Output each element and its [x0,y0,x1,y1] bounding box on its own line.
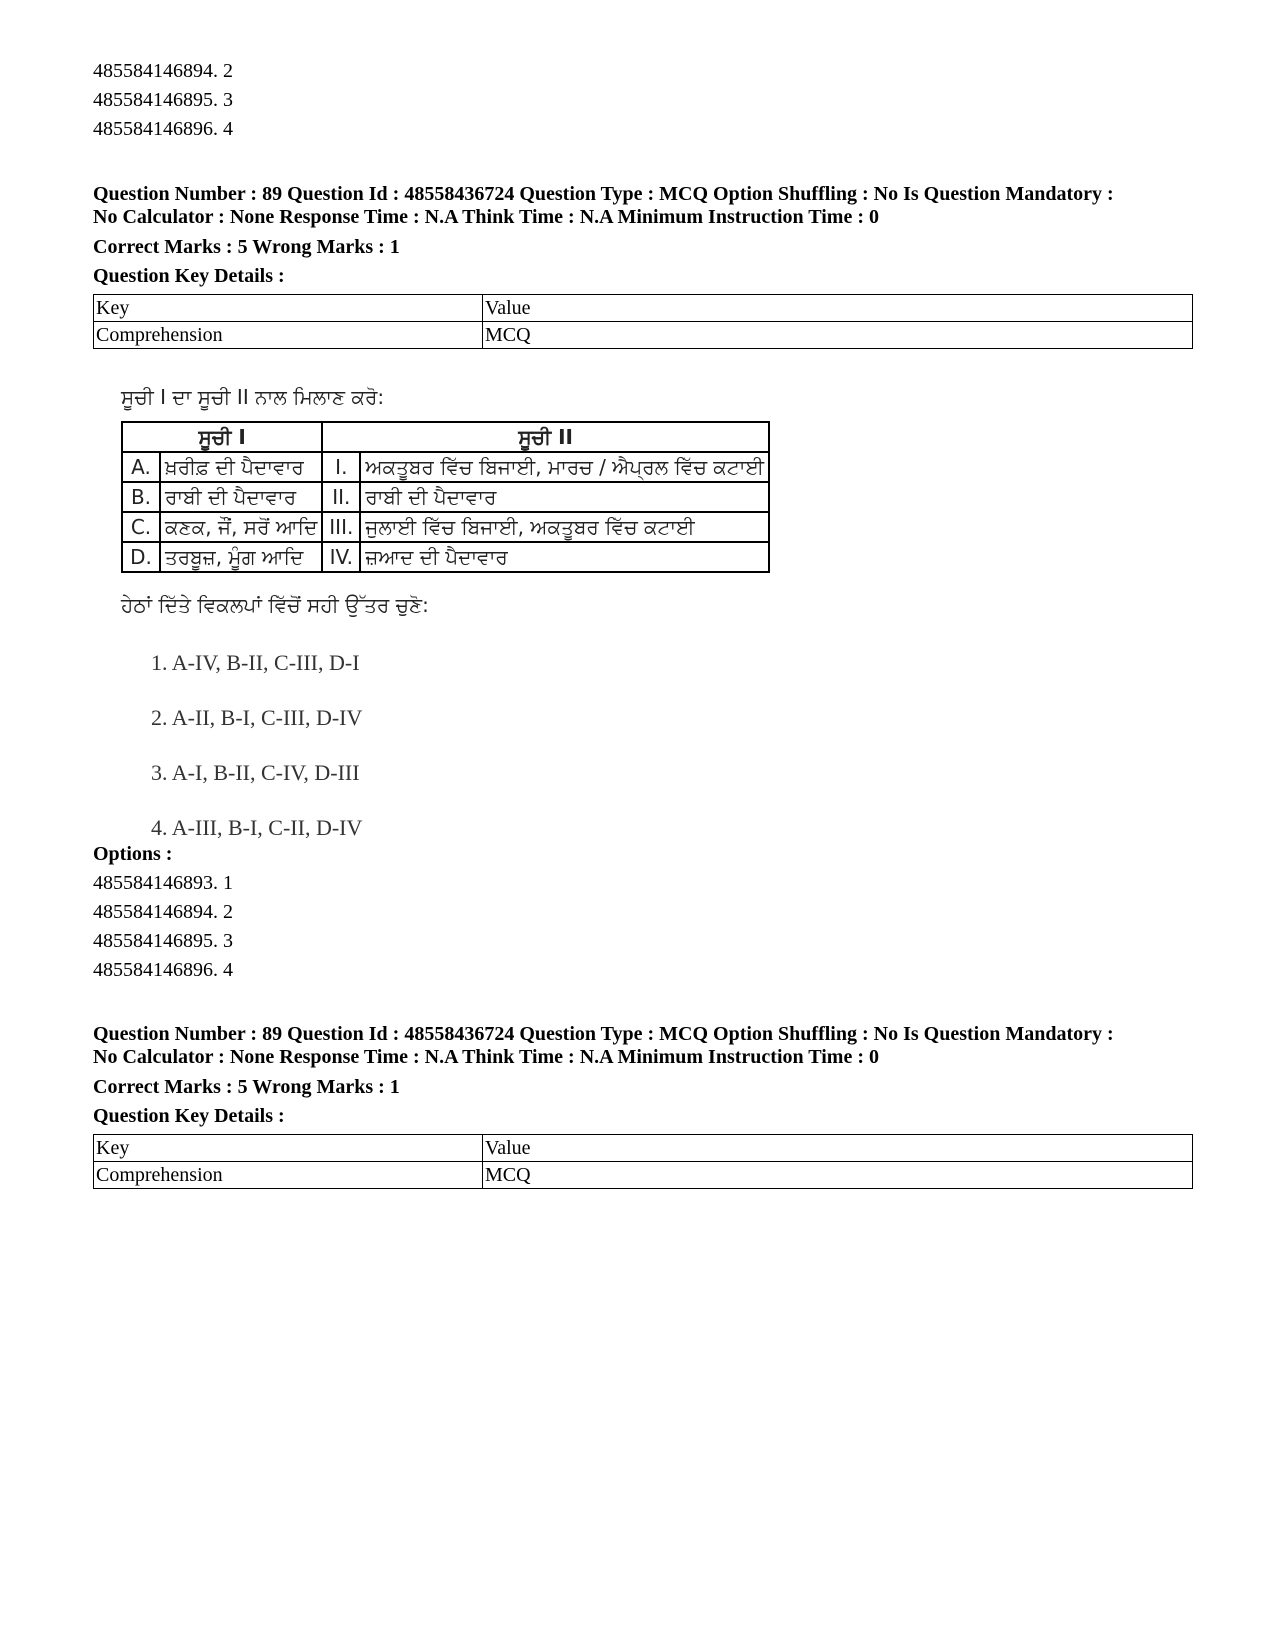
question-header-line2: No Calculator : None Response Time : N.A Think Time : N.A Minimum Instruction Time : 0 [93,206,879,228]
question-prompt: ਸੂਚੀ I ਦਾ ਸੂਚੀ II ਨਾਲ ਮਿਲਾਣ ਕਰੋ: [121,385,385,409]
column-header-list2: ਸੂਚੀ II [322,422,769,452]
option-line: 485584146893. 1 [93,872,233,894]
list1-item: ਤਰਬੂਜ਼, ਮੂੰਗ ਆਦਿ [160,542,322,572]
table-row [94,295,1193,322]
list2-item: ਅਕਤੂਬਰ ਵਿੱਚ ਬਿਜਾਈ, ਮਾਰਚ / ਐਪ੍ਰਲ ਵਿੱਚ ਕਟਾਈ [360,452,769,482]
table-row [122,422,769,452]
list2-item: ਰਾਬੀ ਦੀ ਪੈਦਾਵਾਰ [360,482,769,512]
list1-item: ਖ਼ਰੀਫ਼ ਦੀ ਪੈਦਾਵਾਰ [160,452,322,482]
marks-line: Correct Marks : 5 Wrong Marks : 1 [93,236,400,258]
row-label: I. [322,452,360,482]
row-label: III. [322,512,360,542]
options-block [93,840,233,985]
row-label: A. [122,452,160,482]
table-header-key: Key [94,1135,483,1162]
table-row [122,512,769,542]
option-line: 485584146894. 2 [93,60,233,82]
option-line: 485584146894. 2 [93,901,233,923]
list1-item: ਰਾਬੀ ਦੀ ਪੈਦਾਵਾਰ [160,482,322,512]
option-line: 485584146895. 3 [93,89,233,111]
answer-choice: 1. A-IV, B-II, C-III, D-I [151,650,360,675]
table-row [94,1162,1193,1189]
option-line: 485584146895. 3 [93,930,233,952]
answer-choices [121,635,821,855]
table-cell-key: Comprehension [94,322,483,349]
table-row [94,1135,1193,1162]
question-block [93,1023,1193,1189]
key-details-table [93,294,1193,349]
table-cell-value: MCQ [483,322,1193,349]
column-header-list1: ਸੂਚੀ I [122,422,322,452]
key-details-table [93,1134,1193,1189]
answer-choice: 4. A-III, B-I, C-II, D-IV [151,815,363,840]
option-line: 485584146896. 4 [93,959,233,981]
question-block [93,183,1193,349]
key-details-label: Question Key Details : [93,1105,285,1127]
question-header-line1: Question Number : 89 Question Id : 48558436724 Question Type : MCQ Option Shuffling : No Is Question Mandatory : [93,183,1114,205]
match-table [121,421,770,573]
option-line: 485584146896. 4 [93,118,233,140]
answer-choice: 2. A-II, B-I, C-III, D-IV [151,705,363,730]
question-instruction: ਹੇਠਾਂ ਦਿੱਤੇ ਵਿਕਲਪਾਂ ਵਿੱਚੋਂ ਸਹੀ ਉੱਤਰ ਚੁਣੋ: [121,593,429,617]
question-header-line2: No Calculator : None Response Time : N.A Think Time : N.A Minimum Instruction Time : 0 [93,1046,879,1068]
row-label: IV. [322,542,360,572]
list2-item: ਜੁਲਾਈ ਵਿੱਚ ਬਿਜਾਈ, ਅਕਤੂਬਰ ਵਿੱਚ ਕਟਾਈ [360,512,769,542]
previous-options-list [93,57,233,144]
key-details-label: Question Key Details : [93,265,285,287]
table-row [122,482,769,512]
table-cell-value: MCQ [483,1162,1193,1189]
options-label: Options : [93,843,173,865]
answer-choice: 3. A-I, B-II, C-IV, D-III [151,760,360,785]
table-header-value: Value [483,295,1193,322]
table-header-key: Key [94,295,483,322]
list1-item: ਕਣਕ, ਜੌਂ, ਸਰੋਂ ਆਦਿ [160,512,322,542]
question-header-line1: Question Number : 89 Question Id : 48558436724 Question Type : MCQ Option Shuffling : No Is Question Mandatory : [93,1023,1114,1045]
table-cell-key: Comprehension [94,1162,483,1189]
marks-line: Correct Marks : 5 Wrong Marks : 1 [93,1076,400,1098]
question-image [121,385,821,855]
table-row [122,542,769,572]
table-row [122,452,769,482]
table-header-value: Value [483,1135,1193,1162]
row-label: C. [122,512,160,542]
row-label: B. [122,482,160,512]
table-row [94,322,1193,349]
row-label: II. [322,482,360,512]
list2-item: ਜ਼ਆਦ ਦੀ ਪੈਦਾਵਾਰ [360,542,769,572]
row-label: D. [122,542,160,572]
